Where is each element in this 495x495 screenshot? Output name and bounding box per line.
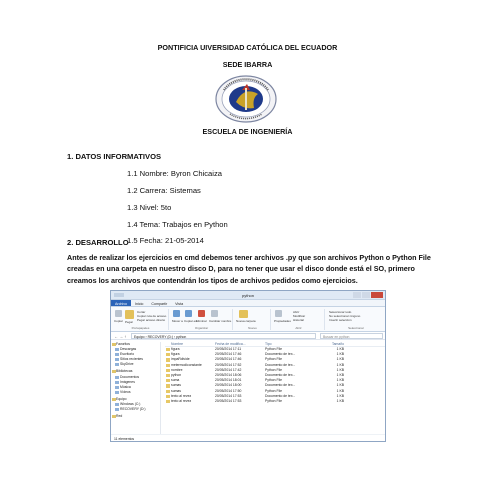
file-name: figura: [165, 347, 215, 352]
file-date: 20/05/2014 17:11: [215, 347, 242, 351]
paste-button[interactable]: Pegar: [125, 320, 134, 324]
column-size[interactable]: Tamaño: [331, 342, 344, 346]
file-size: 1 KB: [336, 347, 344, 351]
file-date: 20/05/2014 18:01: [215, 378, 242, 383]
file-type: Python File: [265, 398, 282, 403]
copy-to-button[interactable]: Copiar en: [184, 319, 198, 323]
file-type: Python File: [265, 347, 282, 351]
window-controls: [353, 292, 383, 298]
file-rows: [165, 347, 385, 404]
delete-button[interactable]: Eliminar: [196, 319, 207, 323]
tab-inicio[interactable]: Inicio: [134, 301, 144, 306]
back-forward-icon[interactable]: ← → ↑: [114, 333, 127, 339]
properties-icon[interactable]: [275, 310, 282, 317]
rename-icon[interactable]: [211, 310, 218, 317]
file-type: Python File: [265, 378, 282, 383]
new-folder-icon[interactable]: [239, 310, 248, 318]
file-size: 1 KB: [336, 393, 344, 398]
file-date: 20/05/2014 18:06: [215, 372, 242, 377]
search-input[interactable]: Buscar en python: [320, 333, 383, 339]
file-name: sumas: [165, 389, 215, 394]
file-size: 1 KB: [336, 362, 344, 367]
file-size: 1 KB: [336, 357, 344, 362]
status-bar: 11 elementos: [111, 434, 385, 441]
ribbon: [111, 307, 385, 332]
file-date: 20/05/2014 18:00: [215, 383, 242, 388]
ribbon-group-organize: [171, 309, 233, 330]
window-title: python: [241, 293, 254, 298]
close-button[interactable]: [371, 292, 383, 298]
paste-icon[interactable]: [125, 310, 134, 319]
file-size: 1 KB: [336, 372, 344, 377]
group-label-organize: Organizar: [194, 326, 209, 330]
file-date: 20/05/2014 17:53: [215, 398, 242, 403]
move-icon[interactable]: [173, 310, 180, 317]
open-button[interactable]: Abrir: [293, 310, 300, 314]
file-type: Documento de tex...: [265, 352, 296, 357]
file-name: impaRdivide: [165, 357, 215, 362]
tab-compartir[interactable]: Compartir: [151, 301, 168, 306]
university-name: PONTIFICIA UIVERSIDAD CATÓLICA DEL ECUADOR: [157, 43, 338, 52]
copy-path-button[interactable]: Copiar ruta de acceso: [137, 314, 167, 318]
tab-vista[interactable]: Vista: [175, 301, 184, 306]
ribbon-group-select: [327, 309, 385, 330]
file-type: Python File: [265, 357, 282, 362]
paste-shortcut-button[interactable]: Pegar acceso directo: [137, 318, 166, 322]
edit-button[interactable]: Modificar: [293, 314, 306, 318]
move-to-button[interactable]: Mover a: [172, 319, 183, 323]
nav-item[interactable]: Imágenes: [111, 380, 160, 385]
file-name: texto al revez: [165, 394, 215, 399]
file-type: Python File: [265, 367, 282, 372]
nav-item[interactable]: Descargas: [111, 347, 160, 352]
file-name: suma: [165, 378, 215, 383]
info-level: 1.3 Nivel: 5to: [127, 203, 172, 212]
nav-item[interactable]: Equipo: [111, 397, 160, 402]
nav-item[interactable]: Vídeos: [111, 390, 160, 395]
properties-button[interactable]: Propiedades: [274, 319, 291, 323]
rename-button[interactable]: Cambiar nombre: [209, 319, 232, 323]
file-size: 1 KB: [336, 367, 344, 372]
file-explorer-window: [110, 290, 386, 442]
delete-icon[interactable]: [198, 310, 205, 317]
window-titlebar: [111, 291, 385, 300]
section-heading-development: 2. DESARROLLO: [67, 238, 129, 247]
copy-to-icon[interactable]: [185, 310, 192, 317]
file-size: 1 KB: [336, 378, 344, 383]
select-all-button[interactable]: Seleccionar todo: [329, 310, 352, 314]
file-date: 20/05/2014 17:42: [215, 367, 242, 372]
copy-button[interactable]: Copiar: [114, 319, 123, 323]
copy-icon[interactable]: [115, 310, 122, 317]
history-button[interactable]: Historial: [293, 318, 304, 322]
nav-item[interactable]: Bibliotecas: [111, 369, 160, 374]
file-date: 20/05/2014 17:52: [215, 362, 242, 367]
file-type: Python File: [265, 388, 282, 393]
file-list: [165, 342, 385, 404]
info-date: 1.5 Fecha: 21-05-2014: [127, 236, 204, 245]
campus-name: SEDE IBARRA: [222, 60, 273, 69]
file-type: Documento de tex...: [265, 362, 296, 367]
info-career: 1.2 Carrera: Sistemas: [127, 186, 201, 195]
file-date: 20/05/2014 17:50: [215, 388, 242, 393]
file-name: metermodiconstante: [165, 363, 215, 368]
file-type: Documento de tex...: [265, 383, 296, 388]
file-row[interactable]: [165, 399, 385, 404]
navigation-pane: [111, 342, 161, 434]
file-size: 1 KB: [336, 398, 344, 403]
minimize-button[interactable]: [353, 292, 361, 298]
address-bar[interactable]: Equipo › RECOVERY (D:) › python: [131, 333, 316, 339]
group-label-select: Seleccionar: [348, 326, 364, 330]
file-type: Documento de tex...: [265, 393, 296, 398]
file-date: 20/05/2014 17:53: [215, 393, 242, 398]
cut-button[interactable]: Cortar: [137, 310, 146, 314]
maximize-button[interactable]: [362, 292, 370, 298]
new-folder-button[interactable]: Nueva carpeta: [236, 319, 256, 323]
ribbon-group-clipboard: [113, 309, 169, 330]
school-name: ESCUELA DE INGENIERÍA: [202, 127, 293, 136]
column-date[interactable]: Fecha de modifica...: [215, 342, 246, 346]
address-bar-row: [111, 332, 385, 340]
file-name: texto al revez: [165, 399, 215, 404]
column-name[interactable]: Nombre: [171, 342, 184, 346]
nav-item[interactable]: Sitios recientes: [111, 357, 160, 362]
nav-item[interactable]: Favoritos: [111, 342, 160, 347]
tab-archivo[interactable]: Archivo: [111, 300, 131, 306]
file-name: nombre: [165, 368, 215, 373]
file-size: 1 KB: [336, 383, 344, 388]
ribbon-group-open: [273, 309, 325, 330]
column-type[interactable]: Tipo: [265, 342, 272, 346]
info-name: 1.1 Nombre: Byron Chicaiza: [127, 169, 222, 178]
section-heading-informative-data: 1. DATOS INFORMATIVOS: [67, 152, 162, 161]
nav-item[interactable]: Escritorio: [111, 352, 160, 357]
select-none-button[interactable]: No seleccionar ninguno: [329, 314, 361, 318]
file-name: sumas: [165, 383, 215, 388]
file-date: 20/05/2014 17:46: [215, 357, 242, 362]
ribbon-group-new: [235, 309, 271, 330]
file-type: Documento de tex...: [265, 372, 296, 377]
nav-item[interactable]: Red: [111, 414, 160, 419]
file-name: python: [165, 373, 215, 378]
group-label-clipboard: Portapapeles: [131, 326, 150, 330]
nav-item[interactable]: Música: [111, 385, 160, 390]
ribbon-tabs: [111, 300, 385, 307]
invert-selection-button[interactable]: Invertir selección: [329, 318, 352, 322]
file-size: 1 KB: [336, 388, 344, 393]
nav-item[interactable]: Windows (C:): [111, 402, 160, 407]
nav-item[interactable]: RECOVERY (D:): [111, 407, 160, 412]
group-label-open: Abrir: [295, 326, 302, 330]
university-seal-logo: [214, 74, 278, 124]
group-label-new: Nuevo: [248, 326, 257, 330]
file-name: figura: [165, 352, 215, 357]
info-topic: 1.4 Tema: Trabajos en Python: [127, 220, 228, 229]
development-paragraph: Antes de realizar los ejercicios en cmd debemos tener archivos .py que son archivos Python o Python File creadas en una carpeta en nuestro disco D, para no tener que usar el disco donde está el SO, primero creamos los archivos que contendrán los tipos de archivos pedidos como ejercicios.: [67, 253, 431, 285]
nav-item[interactable]: Documentos: [111, 375, 160, 380]
file-date: 20/05/2014 17:46: [215, 352, 242, 357]
nav-item[interactable]: SkyDrive: [111, 362, 160, 367]
file-size: 1 KB: [336, 352, 344, 357]
